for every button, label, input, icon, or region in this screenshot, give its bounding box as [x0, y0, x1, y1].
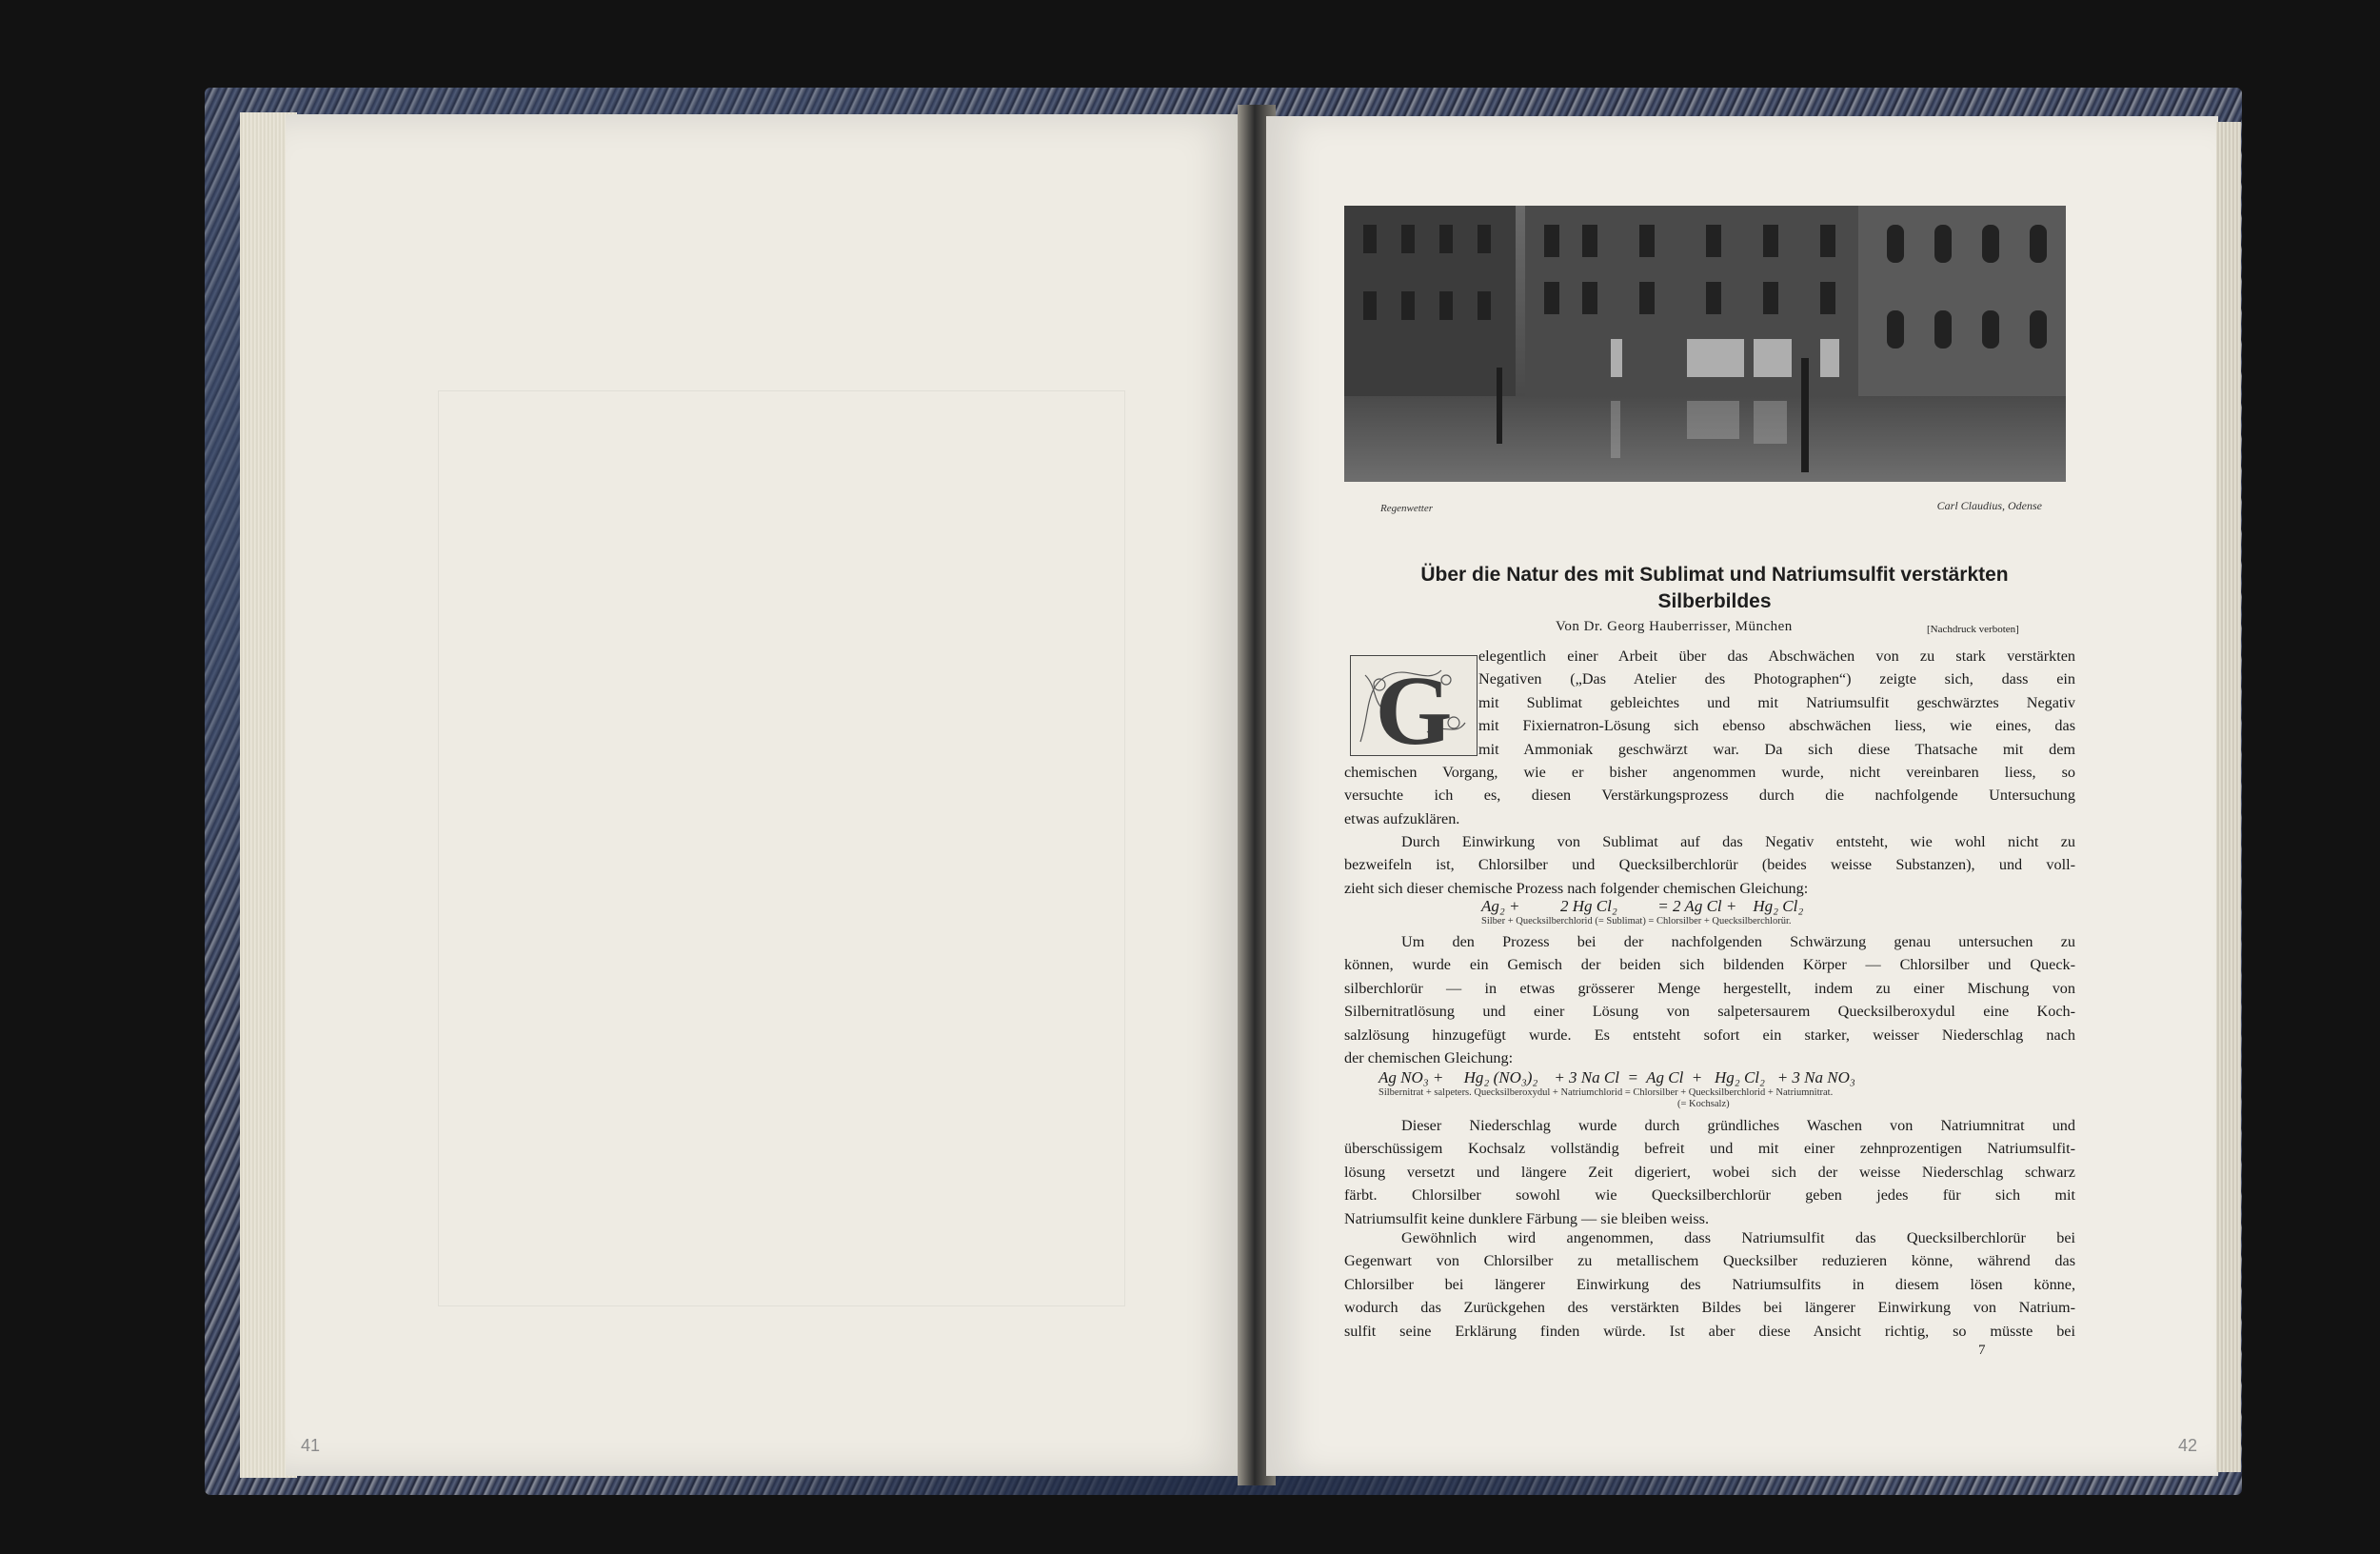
text-line: Gewöhnlich wird angenommen, dass Natriumsulfit das Quecksilberchlorür bei: [1401, 1229, 2075, 1246]
text-line: elegentlich einer Arbeit über das Abschwächen von zu stark verstärkten: [1478, 648, 2075, 665]
paragraph-1-initial-lines: [1478, 645, 2075, 761]
text-line: Um den Prozess bei der nachfolgenden Schwärzung genau untersuchen zu: [1401, 933, 2075, 950]
text-line: Chlorsilber bei längerer Einwirkung des Natriumsulfits in diesem lösen könne,: [1344, 1275, 2075, 1293]
text-line: Natriumsulfit keine dunklere Färbung — sie bleiben weiss.: [1344, 1209, 1710, 1227]
photo-caption-title: Regenwetter: [1380, 503, 1433, 514]
equation-2-labels: Silbernitrat + salpeters. Quecksilberoxydul + Natriumchlorid = Chlorsilber + Quecksilberchlorid + Natriumnitrat.: [1378, 1087, 1834, 1098]
text-line: Durch Einwirkung von Sublimat auf das Negativ entsteht, wie wohl nicht zu: [1401, 833, 2075, 850]
article-title: [1344, 562, 2085, 615]
text-line: sulfit seine Erklärung finden würde. Ist aber diese Ansicht richtig, so müsste bei: [1344, 1322, 2075, 1340]
paragraph-5: [1344, 1226, 2075, 1343]
article-title-line-2: Silberbildes: [1657, 590, 1772, 612]
text-line: Gegenwart von Chlorsilber zu metallischem Quecksilber reduzieren könne, während das: [1344, 1252, 2075, 1270]
text-line: salzlösung hinzugefügt wurde. Es entsteht sofort ein starker, weisser Niederschlag nach: [1344, 1026, 2075, 1044]
equation-2: Ag NO₃ + Hg₂ (NO₃)₂ + 3 Na Cl = Ag Cl + Hg₂ Cl₂ + 3 Na NO₃: [1378, 1068, 1855, 1086]
initial-letter: G: [1375, 656, 1453, 755]
page-stack-right: [2216, 122, 2241, 1472]
show-through-frame: [438, 390, 1125, 1306]
page-number: 7: [1978, 1343, 1986, 1358]
photo-caption-credit: Carl Claudius, Odense: [1936, 499, 2042, 512]
text-line: zieht sich dieser chemische Prozess nach folgender chemischen Gleichung:: [1344, 879, 1809, 897]
paragraph-2: [1344, 830, 2075, 900]
pencil-mark-left: 41: [301, 1436, 321, 1455]
left-page-blank: [286, 114, 1249, 1476]
text-line: mit Ammoniak geschwärzt war. Da sich diese Thatsache mit dem: [1478, 740, 2075, 758]
text-line: Negativen („Das Atelier des Photographen“) zeigte sich, dass ein: [1478, 670, 2075, 688]
text-line: bezweifeln ist, Chlorsilber und Quecksilberchlorür (beides weisse Substanzen), und voll-: [1344, 856, 2075, 874]
equation-2-labels-sub: (= Kochsalz): [1677, 1099, 1730, 1109]
paragraph-1: [1344, 761, 2075, 830]
equation-1-labels: Silber + Quecksilberchlorid (= Sublimat) = Chlorsilber + Quecksilberchlorür.: [1481, 916, 1792, 926]
paragraph-3: [1344, 930, 2075, 1069]
equation-1: Ag₂ + 2 Hg Cl₂ = 2 Ag Cl + Hg₂ Cl₂: [1481, 897, 1804, 915]
text-line: der chemischen Gleichung:: [1344, 1049, 1514, 1067]
text-line: versuchte ich es, diesen Verstärkungsprozess durch die nachfolgende Untersuchung: [1344, 787, 2075, 805]
text-line: etwas aufzuklären.: [1344, 809, 1460, 827]
text-line: Dieser Niederschlag wurde durch gründliches Waschen von Natriumnitrat und: [1401, 1117, 2075, 1134]
text-line: Silbernitratlösung und einer Lösung von salpetersaurem Quecksilberoxydul eine Koch-: [1344, 1003, 2075, 1021]
reprint-notice: [Nachdruck verboten]: [1927, 624, 2019, 635]
text-line: lösung versetzt und längere Zeit digeriert, wobei sich der weisse Niederschlag schwarz: [1344, 1163, 2075, 1181]
text-line: wodurch das Zurückgehen des verstärkten Bildes bei längerer Einwirkung von Natrium-: [1344, 1299, 2075, 1317]
street-photograph: [1344, 206, 2066, 482]
paragraph-4: [1344, 1114, 2075, 1230]
text-line: silberchlorür — in etwas grösserer Menge hergestellt, indem zu einer Mischung von: [1344, 979, 2075, 997]
text-line: chemischen Vorgang, wie er bisher angenommen wurde, nicht vereinbaren liess, so: [1344, 764, 2075, 781]
text-line: mit Sublimat gebleichtes und mit Natriumsulfit geschwärztes Negativ: [1478, 693, 2075, 711]
text-line: überschüssigem Kochsalz vollständig befreit und mit einer zehnprozentigen Natriumsulfit-: [1344, 1140, 2075, 1158]
article-author: Von Dr. Georg Hauberrisser, München: [1556, 619, 1793, 634]
pencil-mark-right: 42: [2178, 1436, 2198, 1455]
text-line: können, wurde ein Gemisch der beiden sich bildenden Körper — Chlorsilber und Queck-: [1344, 956, 2075, 974]
article-title-line-1: Über die Natur des mit Sublimat und Natriumsulfit verstärkten: [1420, 564, 2009, 586]
text-line: färbt. Chlorsilber sowohl wie Quecksilberchlorür geben jedes für sich mit: [1344, 1186, 2075, 1205]
decorated-initial: [1350, 655, 1478, 756]
text-line: mit Fixiernatron-Lösung sich ebenso abschwächen liess, wie eines, das: [1478, 717, 2075, 735]
